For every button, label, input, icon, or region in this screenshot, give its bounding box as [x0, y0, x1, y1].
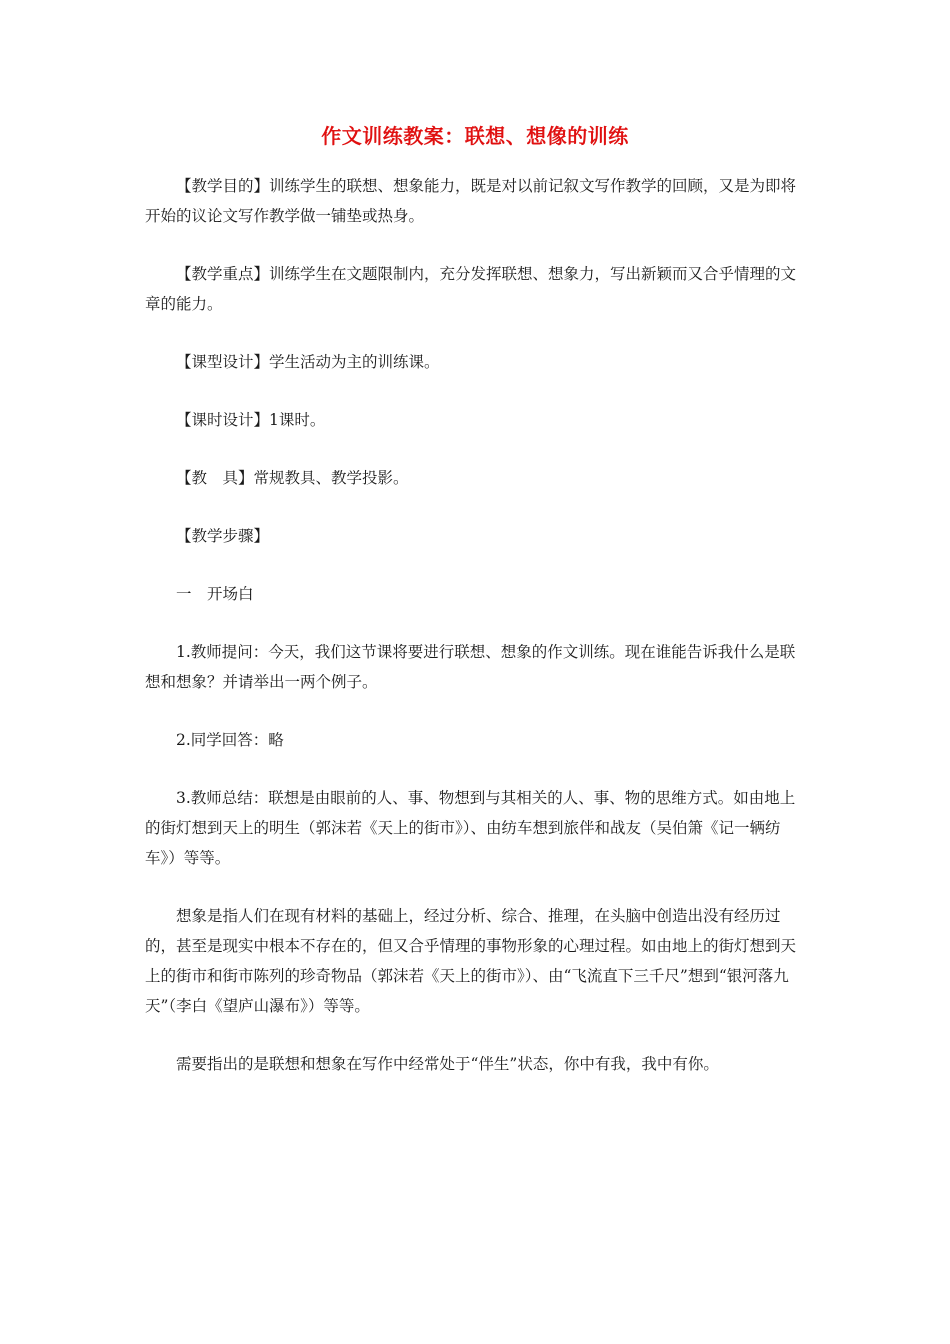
- paragraph-objective: 【教学目的】训练学生的联想、想象能力，既是对以前记叙文写作教学的回顾，又是为即将开始的议论文写作教学做一铺垫或热身。: [145, 177, 797, 225]
- paragraph-step-3: 3.教师总结：联想是由眼前的人、事、物想到与其相关的人、事、物的思维方式。如由地上的街灯想到天上的明生（郭沫若《天上的街市》）、由纺车想到旅伴和战友（吴伯箫《记一辆纺车》）等等。: [145, 789, 796, 867]
- paragraph-lesson-time: 【课时设计】1课时。: [176, 411, 326, 429]
- paragraph-key-points: 【教学重点】训练学生在文题限制内，充分发挥联想、想象力，写出新颖而又合乎情理的文章的能力。: [145, 265, 797, 313]
- paragraph-step-2: 2.同学回答：略: [176, 731, 284, 749]
- paragraph-step-1: 1.教师提问：今天，我们这节课将要进行联想、想象的作文训练。现在谁能告诉我什么是联想和想象？并请举出一两个例子。: [145, 643, 796, 691]
- paragraph-opening: 一 开场白: [176, 585, 254, 603]
- paragraph-teaching-aids: 【教 具】常规教具、教学投影。: [176, 469, 409, 487]
- document-body: [145, 171, 805, 1107]
- paragraph-steps-heading: 【教学步骤】: [176, 527, 270, 545]
- paragraph-lesson-type: 【课型设计】学生活动为主的训练课。: [176, 353, 440, 371]
- paragraph-note: 需要指出的是联想和想象在写作中经常处于“伴生”状态，你中有我，我中有你。: [176, 1055, 719, 1073]
- document-title: 作文训练教案：联想、想像的训练: [321, 124, 629, 148]
- paragraph-imagination-definition: 想象是指人们在现有材料的基础上，经过分析、综合、推理，在头脑中创造出没有经历过的，甚至是现实中根本不存在的，但又合乎情理的事物形象的心理过程。如由地上的街灯想到天上的街市和街市陈列的珍奇物品（郭沫若《天上的街市》）、由“飞流直下三千尺”想到“银河落九天”（李白《望庐山瀑布》）等等。: [145, 907, 797, 1015]
